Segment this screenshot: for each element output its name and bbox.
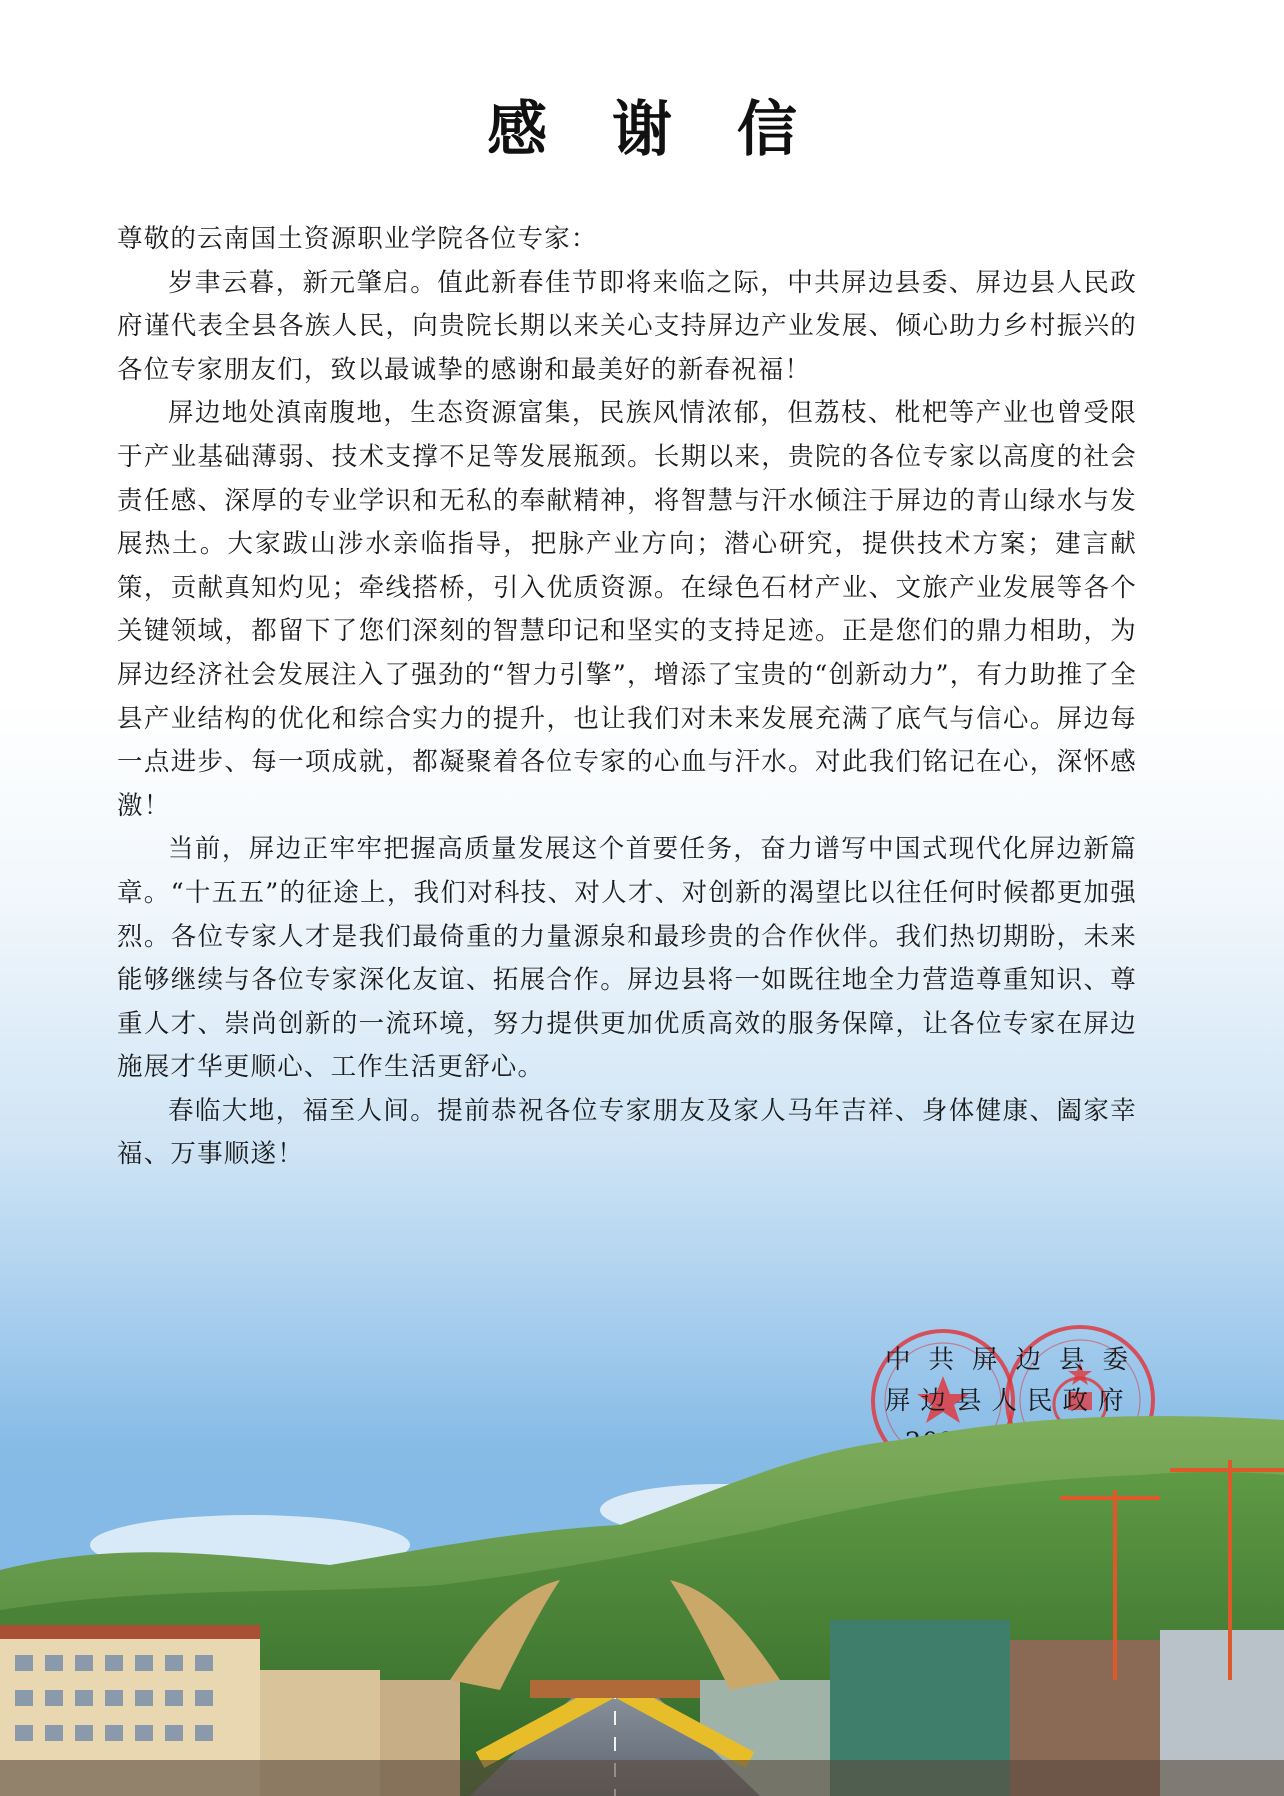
letter-body xyxy=(117,218,1137,1177)
paragraph-blessing: 春临大地，福至人间。提前恭祝各位专家朋友及家人马年吉祥、身体健康、阖家幸福、万事顺遂！ xyxy=(117,1095,1137,1170)
signature-government: 屏边县人民政府 xyxy=(885,1386,1134,1416)
letter-title: 感 谢 信 xyxy=(487,95,819,165)
county-landscape-image xyxy=(0,1380,1284,1796)
salutation: 尊敬的云南国土资源职业学院各位专家： xyxy=(117,224,598,254)
paragraph-thanks: 屏边地处滇南腹地，生态资源富集，民族风情浓郁，但荔枝、枇杷等产业也曾受限于产业基础薄弱、技术支撑不足等发展瓶颈。长期以来，贵院的各位专家以高度的社会责任感、深厚的专业学识和无私的奉献精神，将智慧与汗水倾注于屏边的青山绿水与发展热土。大家跋山涉水亲临指导，把脉产业方向；潜心研究，提供技术方案；建言献策，贡献真知灼见；牵线搭桥，引入优质资源。在绿色石材产业、文旅产业发展等各个关键领域，都留下了您们深刻的智慧印记和坚实的支持足迹。正是您们的鼎力相助，为屏边经济社会发展注入了强劲的“智力引擎”，增添了宝贵的“创新动力”，有力助推了全县产业结构的优化和综合实力的提升，也让我们对未来发展充满了底气与信心。屏边每一点进步、每一项成就，都凝聚着各位专家的心血与汗水。对此我们铭记在心，深怀感激！ xyxy=(117,398,1137,821)
paragraph-greeting: 岁聿云暮，新元肇启。值此新春佳节即将来临之际，中共屏边县委、屏边县人民政府谨代表全县各族人民，向贵院长期以来关心支持屏边产业发展、倾心助力乡村振兴的各位专家朋友们，致以最诚挚的感谢和最美好的新春祝福！ xyxy=(117,267,1137,385)
paragraph-outlook: 当前，屏边正牢牢把握高质量发展这个首要任务，奋力谱写中国式现代化屏边新篇章。“十五五”的征途上，我们对科技、对人才、对创新的渴望比以往任何时候都更加强烈。各位专家人才是我们最倚重的力量源泉和最珍贵的合作伙伴。我们热切期盼，未来能够继续与各位专家深化友谊、拓展合作。屏边县将一如既往地全力营造尊重知识、尊重人才、崇尚创新的一流环境，努力提供更加优质高效的服务保障，让各位专家在屏边施展才华更顺心、工作生活更舒心。 xyxy=(117,834,1137,1083)
signature-committee: 中共屏边县委 xyxy=(885,1345,1147,1375)
